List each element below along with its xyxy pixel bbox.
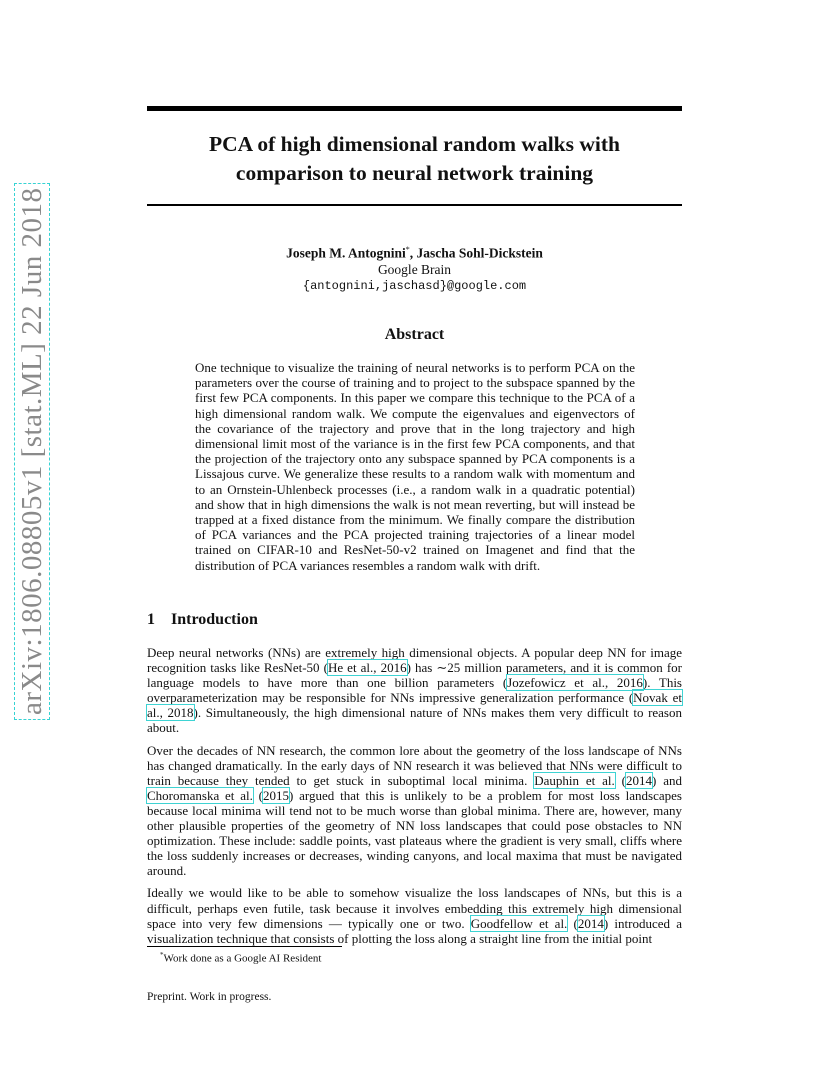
- title-bottom-rule: [147, 204, 682, 206]
- citation-link[interactable]: Choromanska et al.: [147, 787, 253, 803]
- citation-year-link[interactable]: 2015: [262, 787, 289, 803]
- text-span: Ideally we would like to be able to somehow visualize the loss landscapes of NNs, but this is a difficult, perhaps even futile, task because it involves embedding this extremely high dimensional space into very few dimensions — typically one or two.: [147, 885, 682, 931]
- arxiv-identifier-stamp[interactable]: arXiv:1806.08805v1 [stat.ML] 22 Jun 2018: [14, 183, 50, 720]
- affiliation: Google Brain: [377, 261, 452, 277]
- text-span: ). Simultaneously, the high dimensional nature of NNs makes them very difficult to reason about.: [147, 705, 682, 736]
- text-span: Deep neural networks (NNs) are extremely high dimensional objects. A popular deep NN for image recognition tasks like ResNet-50 (: [147, 645, 682, 676]
- title-line-2: comparison to neural network training: [235, 161, 594, 185]
- title-top-rule: [147, 106, 682, 111]
- paragraph-3: Ideally we would like to be able to somehow visualize the loss landscapes of NNs, but this is a difficult, perhaps even futile, task because it involves embedding this extremely high dimensional space into very few dimensions — typically one or two. Goodfellow et al. (2014) introduced a visualization technique that consists of plotting the loss along a straight line from the initial point: [147, 885, 682, 946]
- introduction-body: [147, 645, 682, 953]
- text-span: ). This overparameterization may be responsible for NNs impressive generalization performance (: [147, 675, 682, 706]
- paragraph-1: [147, 645, 682, 736]
- abstract-heading: Abstract: [384, 326, 445, 343]
- text-span: introduced a visualization technique that consists of plotting the loss along a straight line from the initial point: [147, 915, 682, 946]
- author-names: [147, 242, 682, 262]
- section-title: Introduction: [171, 611, 258, 628]
- text-span: Over the decades of NN research, the common lore about the geometry of the loss landscape of NNs has changed dramatically. In the early days of NN research it was believed that NNs were difficult to train because they tended to get stuck in suboptimal local minima.: [147, 742, 682, 788]
- footnote-mark: *: [160, 951, 164, 959]
- citation-link[interactable]: Novak et al., 2018: [147, 690, 682, 721]
- paper-title: [147, 130, 682, 188]
- citation-link[interactable]: Dauphin et al.: [534, 772, 615, 788]
- citation-year-link[interactable]: 2014: [625, 772, 652, 788]
- abstract-text: One technique to visualize the training of neural networks is to perform PCA on the parameters over the course of training and to project to the subspace spanned by the first few PCA components. In this paper we compare this technique to the PCA of a high dimensional random walk. We compute the eigenvalues and eigenvectors of the covariance of the trajectory and prove that in the long trajectory and high dimensional limit most of the variance is in the first few PCA components, and that the projection of the trajectory onto any subspace spanned by PCA components is a Lissajous curve. We generalize these results to a random walk with momentum and to an Ornstein-Uhlenbeck processes (i.e., a random walk in a quadratic potential) and show that in high dimensions the walk is not mean reverting, but will instead be trapped at a fixed distance from the minimum. We finally compare the distribution of PCA variances and the PCA projected training trajectories of a linear model trained on CIFAR-10 and ResNet-50-v2 trained on Imagenet and find that the distribution of PCA variances resembles a random walk with drift.: [195, 360, 635, 573]
- paragraph-2: Over the decades of NN research, the common lore about the geometry of the loss landscape of NNs has changed dramatically. In the early days of NN research it was believed that NNs were difficult to train because they tended to get stuck in suboptimal local minima. Dauphin et al. (2014) and Choromanska et al. (2015) argued that this is unlikely to be a problem for most loss landscapes because local minima will tend not to be much worse than global minima. There are, however, many other plausible properties of the geometry of NN loss landscapes that could pose obstacles to NN optimization. These include: saddle points, vast plateaus where the gradient is very small, cliffs where the loss suddenly increases or decreases, winding canyons, and local maxima that must be navigated around.: [147, 742, 682, 879]
- author-2: , Jascha Sohl-Dickstein: [409, 245, 543, 261]
- author-block: [147, 242, 682, 294]
- author-1: Joseph M. Antognini: [286, 245, 406, 261]
- citation-link[interactable]: Jozefowicz et al., 2016: [507, 675, 643, 691]
- footnote-rule: [147, 946, 342, 947]
- text-span: argued that this is unlikely to be a problem for most loss landscapes because local minima will tend not to be much worse than global minima. There are, however, many other plausible properties of the geometry of NN loss landscapes that could pose obstacles to NN optimization. These include: saddle points, vast plateaus where the gradient is very small, cliffs where the loss suddenly increases or decreases, winding canyons, and local maxima that must be navigated around.: [147, 787, 682, 879]
- text-span: ) has ∼25 million parameters, and it is common for language models to have more than one billion parameters (: [147, 660, 682, 691]
- footnote-text: Work done as a Google AI Resident: [163, 952, 322, 965]
- title-line-1: PCA of high dimensional random walks with: [209, 132, 620, 156]
- section-number: 1: [147, 611, 155, 628]
- author-footnote-mark[interactable]: *: [405, 245, 410, 254]
- citation-year-link[interactable]: 2014: [577, 915, 604, 931]
- section-heading: [147, 611, 258, 629]
- text-span: and: [656, 772, 682, 788]
- author-email: {antognini,jaschasd}@google.com: [302, 278, 527, 293]
- citation-link[interactable]: Goodfellow et al.: [470, 915, 568, 931]
- preprint-note: Preprint. Work in progress.: [147, 991, 272, 1003]
- footnote: [160, 951, 321, 965]
- citation-link[interactable]: He et al., 2016: [327, 660, 407, 676]
